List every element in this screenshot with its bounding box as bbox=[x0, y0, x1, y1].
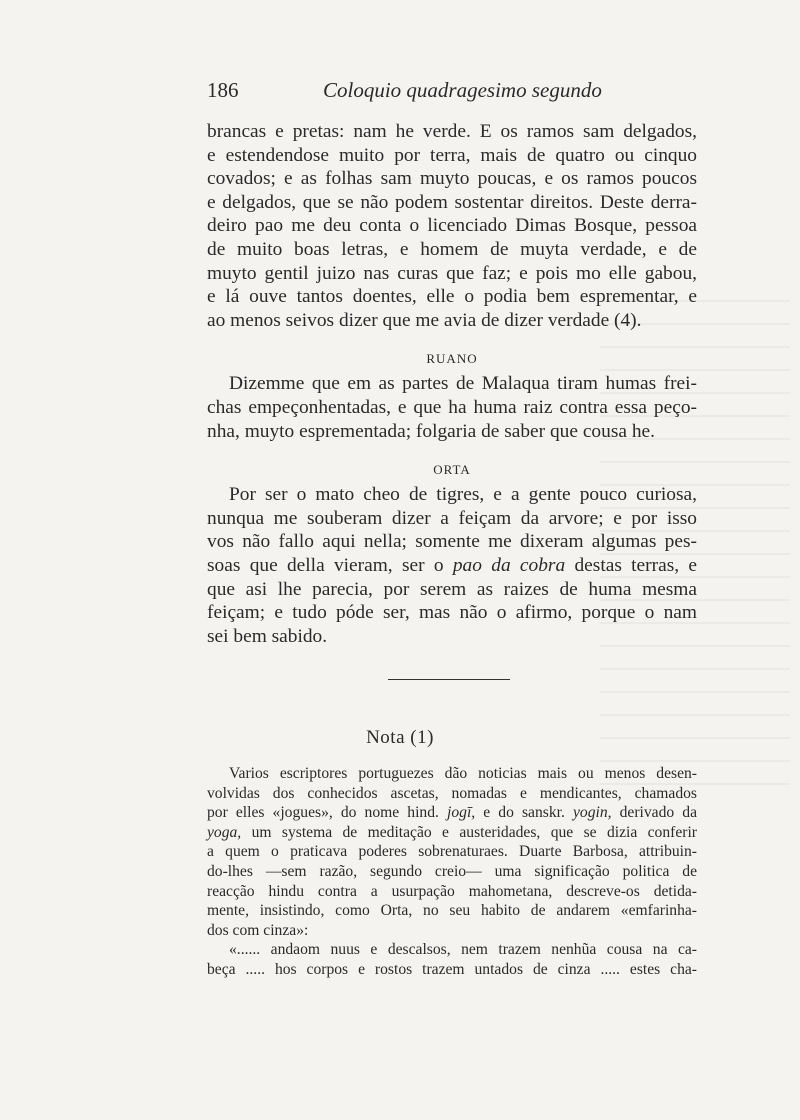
note-line: «...... andaom nuus e descalsos, nem trazem nenhũa cousa na ca- bbox=[229, 941, 697, 959]
note-line bbox=[207, 823, 697, 843]
speaker-ruano: RUANO bbox=[426, 351, 478, 367]
note-line: Varios escriptores portuguezes dão noticias mais ou menos desen- bbox=[229, 765, 697, 782]
text-line: muyto gentil juizo nas curas que faz; e pois mo elle gabou, bbox=[207, 262, 697, 284]
note-text bbox=[207, 764, 697, 980]
note-line: reacção hindu contra a usurpação mahometana, descreve-os detida- bbox=[207, 882, 697, 900]
note-line: a quem o praticava poderes sobrenaturaes. Duarte Barbosa, attribuin- bbox=[207, 843, 697, 861]
note-line: do-lhes —sem razão, segundo creio— uma significação politica de bbox=[207, 862, 697, 880]
text-line: vos não fallo aqui nella; somente me dixeram algumas pes- bbox=[207, 531, 697, 553]
note-line: beça ..... hos corpos e rostos trazem untados de cinza ..... estes cha- bbox=[207, 960, 697, 978]
text-line: e delgados, que se não podem sostentar direitos. Deste derra- bbox=[207, 191, 697, 213]
note-line: dos com cinza»: bbox=[207, 921, 309, 939]
note-line bbox=[207, 803, 697, 823]
paragraph-2 bbox=[207, 372, 697, 443]
text-fragment: soas que della vieram, ser o bbox=[207, 554, 453, 576]
text-line: e estendendose muito por terra, mais de quatro ou cinquo bbox=[207, 144, 697, 166]
note-line: mente, insistindo, como Orta, no seu habito de andarem «emfarinha- bbox=[207, 902, 697, 920]
note-line: volvidas dos conhecidos ascetas, nomadas e mendicantes, chamados bbox=[207, 784, 697, 802]
paragraph-3 bbox=[207, 483, 697, 648]
text-fragment: um systema de meditação e austeridades, que se dizia conferir bbox=[241, 823, 697, 841]
text-line: feiçam; e tudo póde ser, mas não o afirmo, porque o nam bbox=[207, 602, 697, 624]
text-line: Por ser o mato cheo de tigres, e a gente pouco curiosa, bbox=[229, 484, 697, 506]
text-line: Dizemme que em as partes de Malaqua tiram humas frei- bbox=[229, 373, 697, 395]
text-line: brancas e pretas: nam he verde. E os ramos sam delgados, bbox=[207, 121, 697, 142]
speaker-orta: ORTA bbox=[433, 462, 471, 478]
text-fragment: destas terras, e bbox=[565, 554, 697, 576]
italic-term: yoga, bbox=[207, 823, 242, 841]
text-fragment: e do sanskr. bbox=[475, 804, 573, 822]
running-title: Coloquio quadragesimo segundo bbox=[323, 78, 602, 102]
note-heading: Nota (1) bbox=[366, 727, 434, 748]
paragraph-1 bbox=[207, 120, 697, 332]
text-line bbox=[207, 554, 697, 578]
text-line: nunqua me souberam dizer a feiçam da arvore; e por isso bbox=[207, 507, 697, 529]
text-fragment: por elles «jogues», do nome hind. bbox=[207, 804, 448, 822]
text-line: ao menos seivos dizer que me avia de dizer verdade (4). bbox=[207, 309, 642, 331]
text-line: nha, muyto esprementada; folgaria de saber que cousa he. bbox=[207, 420, 655, 442]
text-line: de muito boas letras, e homem de muyta verdade, e de bbox=[207, 238, 697, 260]
text-line: chas empeçonhentadas, e que ha huma raiz contra essa peço- bbox=[207, 396, 697, 418]
text-fragment: derivado da bbox=[611, 804, 697, 822]
text-line: covados; e as folhas sam muyto poucas, e os ramos poucos bbox=[207, 168, 697, 190]
page-header bbox=[207, 78, 697, 108]
italic-term: yogin, bbox=[572, 804, 612, 822]
text-line: deiro pao me deu conta o licenciado Dimas Bosque, pessoa bbox=[207, 215, 697, 237]
text-line: e lá ouve tantos doentes, elle o podia bem esprementar, e bbox=[207, 286, 697, 308]
section-divider bbox=[388, 679, 510, 680]
italic-term: jogī, bbox=[447, 804, 476, 822]
text-line: sei bem sabido. bbox=[207, 625, 328, 647]
main-text bbox=[207, 120, 697, 648]
page-number: 186 bbox=[207, 78, 239, 102]
text-line: que asi lhe parecia, por serem as raizes de huma mesma bbox=[207, 578, 697, 600]
italic-term: pao da cobra bbox=[452, 554, 566, 576]
